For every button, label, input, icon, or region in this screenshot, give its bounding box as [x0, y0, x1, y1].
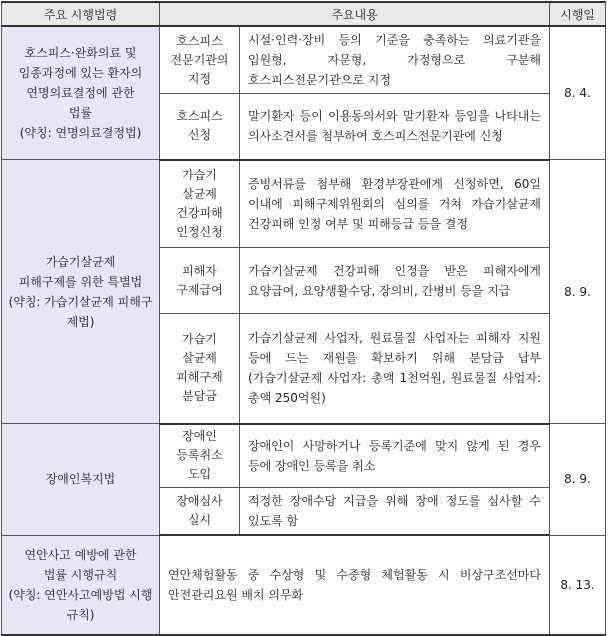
content-cell: 적정한 장애수당 지급을 위해 장애 정도를 심사할 수 있도록 함 [240, 488, 550, 536]
law-abbreviation: (약칭: 가습기살균제 피해구제법) [8, 294, 153, 329]
law-table [1, 1, 606, 636]
table-row [2, 160, 606, 248]
sub-topic-line: 호스피스 [176, 109, 223, 124]
content-cell: 가습기살균제 건강피해 인정을 받은 피해자에게 요양급여, 요양생활수당, 장의비, 간병비 등을 지급 [240, 248, 550, 314]
sub-topic-cell [160, 248, 240, 314]
sub-topic-cell [160, 314, 240, 424]
table-row [2, 424, 606, 488]
table-row [2, 26, 606, 94]
law-name-line: 연안사고 예방에 관한 [24, 547, 137, 562]
header-row [2, 2, 606, 26]
law-name-line: 연명의료결정에 관한 [26, 86, 135, 100]
law-name-line: 호스피스·완화의료 및 [24, 46, 137, 60]
sub-topic-line: 지정 [187, 71, 212, 86]
sub-topic-line: 피해자 [182, 263, 217, 278]
header-date: 시행일 [550, 2, 606, 26]
sub-topic-line: 건강피해 [176, 205, 223, 220]
sub-topic-line: 인정신청 [176, 224, 223, 239]
sub-topic-line: 구제급여 [176, 282, 223, 297]
law-name-line: 피해구제를 위한 특별법 [18, 274, 143, 289]
content-cell: 증빙서류를 첨부해 환경부장관에게 신청하면, 60일 이내에 피해구제위원회의 심의를 거쳐 가습기살균제 건강피해 인정 여부 및 피해등급 등을 결정 [240, 160, 550, 248]
law-name-line: 가습기살균제 [45, 254, 116, 269]
law-name-line: 장애인복지법 [45, 472, 116, 487]
sub-topic-line: 피해구제 [176, 370, 223, 385]
effective-date: 8. 9. [550, 424, 606, 536]
sub-topic-line: 도입 [187, 467, 212, 482]
effective-date: 8. 13. [550, 535, 606, 635]
sub-topic-line: 가습기 [182, 332, 217, 347]
sub-topic-line: 살균제 [182, 351, 217, 366]
table-row [2, 535, 606, 635]
law-abbreviation: (약칭: 연안사고예방법 시행규칙) [8, 587, 153, 622]
law-name-cell [2, 424, 160, 536]
sub-topic-cell [160, 26, 240, 94]
law-abbreviation: (약칭: 연명의료결정법) [19, 126, 142, 140]
sub-topic-line: 장애인 [182, 429, 217, 444]
sub-topic-line: 신청 [187, 128, 212, 143]
content-cell: 장애인이 사망하거나 등록기준에 맞지 않게 된 경우 등에 장애인 등록을 취소 [240, 424, 550, 488]
content-cell: 시설·인력·장비 등의 기준을 충족하는 의료기관을 입원형, 자문형, 가정형으로 구분해 호스피스전문기관으로 지정 [240, 26, 550, 94]
effective-date: 8. 9. [550, 160, 606, 424]
sub-topic-line: 호스피스 [176, 33, 223, 48]
law-name-line: 임종과정에 있는 환자의 [18, 66, 143, 80]
content-cell: 연안체험활동 중 수상형 및 수중형 체험활동 시 비상구조선마다 안전관리요원 배치 의무화 [160, 535, 550, 635]
sub-topic-line: 실시 [187, 513, 212, 527]
sub-topic-line: 전문기관의 [170, 52, 229, 67]
sub-topic-line: 등록취소 [176, 448, 223, 463]
sub-topic-cell [160, 488, 240, 536]
effective-date: 8. 4. [550, 26, 606, 160]
sub-topic-line: 분담금 [182, 389, 217, 404]
header-content: 주요내용 [160, 2, 550, 26]
law-name-cell [2, 535, 160, 635]
law-name-cell [2, 160, 160, 424]
sub-topic-line: 가습기 [182, 167, 217, 182]
law-name-line: 법률 [68, 106, 93, 120]
law-name-cell [2, 26, 160, 160]
content-cell: 가습기살균제 사업자, 원료물질 사업자는 피해자 지원 등에 드는 재원을 확보하기 위해 분담금 납부(가습기살균제 사업자: 총액 1천억원, 원료물질 사업자: 총액 250억원) [240, 314, 550, 424]
sub-topic-line: 살균제 [182, 186, 217, 201]
header-law: 주요 시행법령 [2, 2, 160, 26]
law-name-line: 법률 시행규칙 [43, 567, 118, 582]
sub-topic-cell [160, 160, 240, 248]
sub-topic-line: 장애심사 [176, 494, 223, 508]
sub-topic-cell [160, 94, 240, 160]
content-cell: 말기환자 등이 이용동의서와 말기환자 등임을 나타내는 의사소견서를 첨부하여 호스피스전문기관에 신청 [240, 94, 550, 160]
sub-topic-cell [160, 424, 240, 488]
